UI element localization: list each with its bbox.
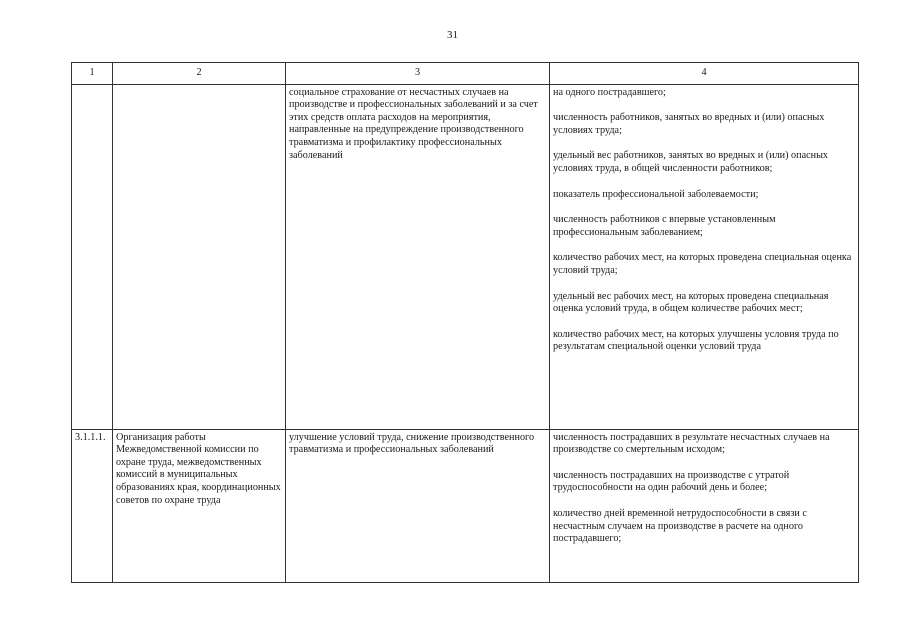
- header-col-4: 4: [550, 63, 859, 85]
- row1-activity: [113, 84, 286, 429]
- indicator-item: удельный вес работников, занятых во вредных и (или) опасных условиях труда, в общей численности работников;: [553, 150, 829, 174]
- indicator-item: численность пострадавших на производстве с утратой трудоспособности на один рабочий день и более;: [553, 469, 790, 494]
- row2-indicators: [550, 429, 859, 582]
- indicator-item: численность работников, занятых во вредных и (или) опасных условиях труда;: [553, 112, 825, 136]
- table-row: [72, 84, 859, 429]
- indicator-item: на одного пострадавшего;: [553, 86, 666, 98]
- row2-number: 3.1.1.1.: [72, 429, 113, 582]
- indicator-item: количество рабочих мест, на которых проведена специальная оценка условий труда;: [553, 252, 852, 276]
- row2-activity: Организация работы Межведомственной комиссии по охране труда, межведомственных комиссий в муниципальных образованиях края, координационных советов по охране труда: [113, 429, 286, 582]
- indicators-table: [71, 62, 859, 583]
- row1-number: [72, 84, 113, 429]
- indicator-item: количество рабочих мест, на которых улучшены условия труда по результатам специальной оценки условий труда: [553, 328, 839, 353]
- header-col-3: 3: [286, 63, 550, 85]
- table-header-row: [72, 63, 859, 85]
- row1-goal: социальное страхование от несчастных случаев на производстве и профессиональных заболеваний и за счет этих средств оплата расходов на мероприятия, направленные на предупреждение производственного травматизма и профилактику профессиональных заболеваний: [286, 84, 550, 429]
- row1-indicators: [550, 84, 859, 429]
- indicator-item: численность работников с впервые установленным профессиональным заболеванием;: [553, 214, 776, 238]
- header-col-2: 2: [113, 63, 286, 85]
- indicator-item: численность пострадавших в результате несчастных случаев на производстве со смертельным исходом;: [553, 431, 830, 456]
- page-number: 31: [447, 29, 458, 41]
- indicator-item: количество дней временной нетрудоспособности в связи с несчастным случаем на производстве в расчете на одного пострадавшего;: [553, 507, 807, 545]
- table-row: [72, 429, 859, 582]
- indicator-item: удельный вес рабочих мест, на которых проведена специальная оценка условий труда, в общем количестве рабочих мест;: [553, 290, 829, 315]
- row2-goal: улучшение условий труда, снижение производственного травматизма и профессиональных заболеваний: [286, 429, 550, 582]
- header-col-1: 1: [72, 63, 113, 85]
- indicator-item: показатель профессиональной заболеваемости;: [553, 188, 759, 200]
